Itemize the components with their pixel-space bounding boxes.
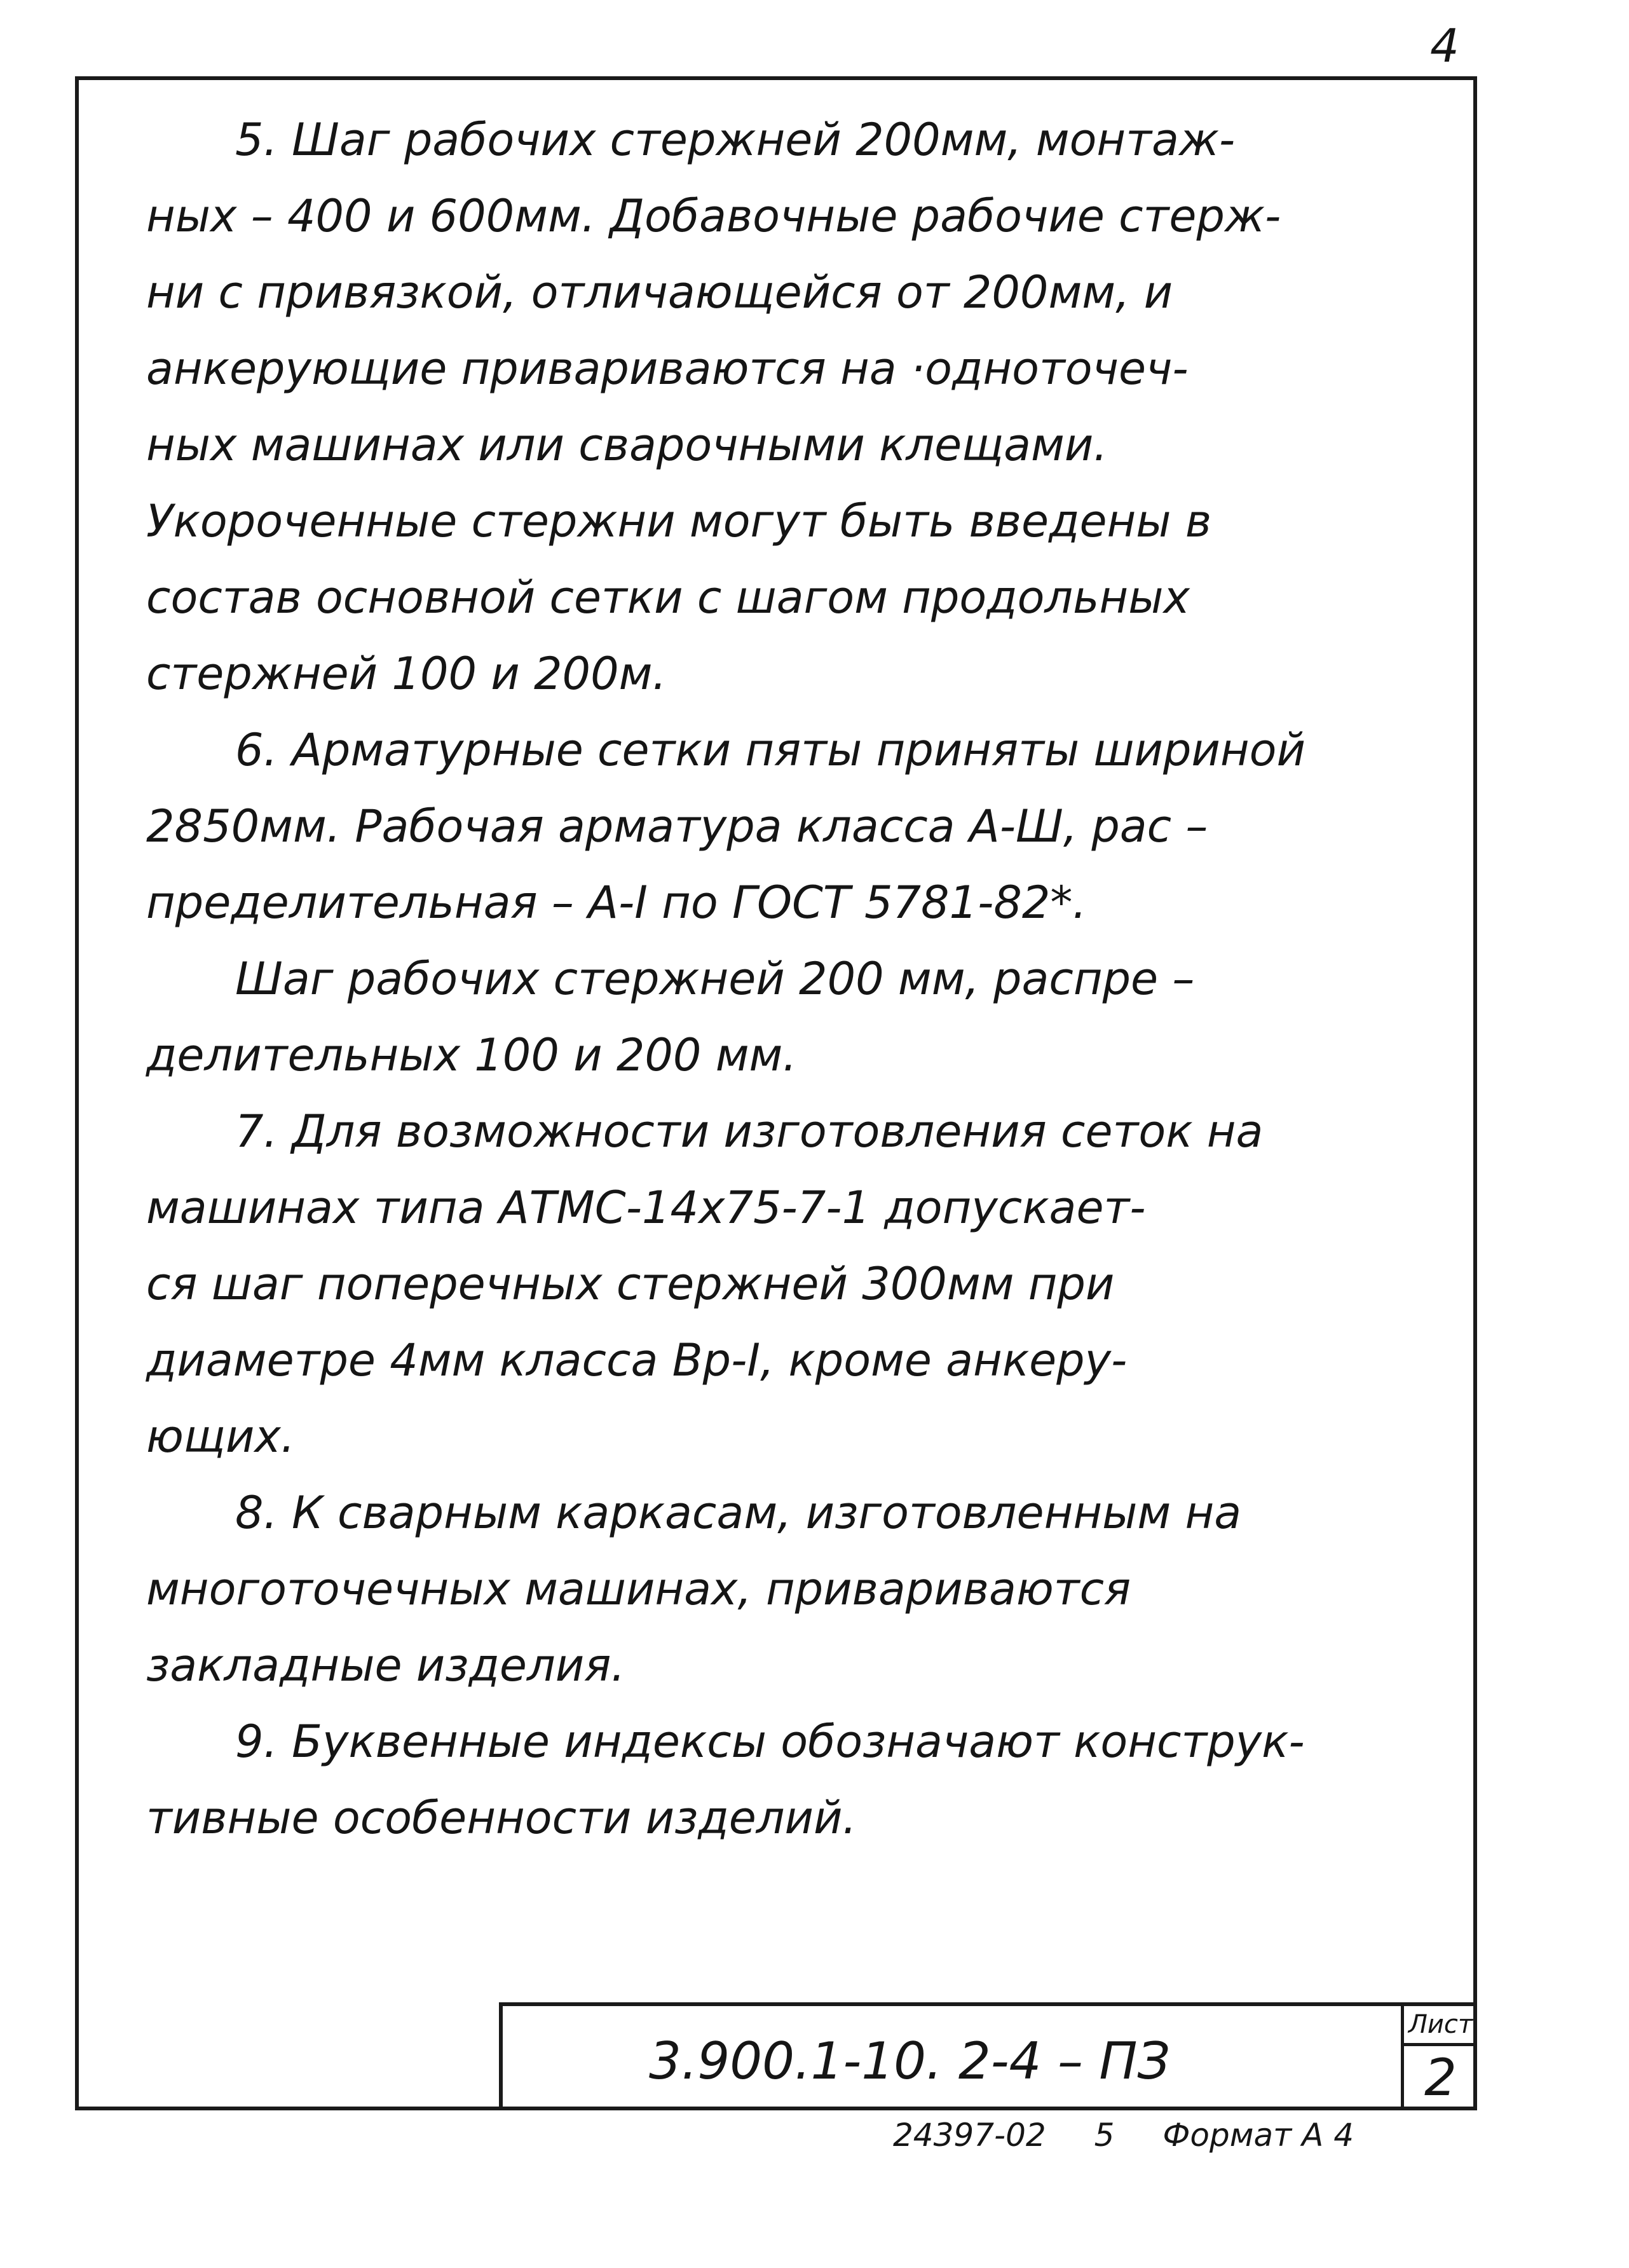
title-block-stamp (499, 2002, 1477, 2110)
sheet-cell (1401, 2006, 1477, 2110)
footer-order-number: 24397-02 (893, 2117, 1046, 2154)
sheet-number: 2 (1424, 2048, 1457, 2107)
footer-copy-number: 5 (1094, 2117, 1115, 2154)
sheet-label: Лист (1404, 2006, 1477, 2046)
note-paragraph-7: 7. Для возможности изготовления сеток на машинах типа АТМС-14х75-7-1 допускает- ся шаг поперечных стержней 300мм при диаметре 4мм класса Вр-I, кроме анкеру- ющих. (146, 1105, 1264, 1463)
document-code: 3.900.1-10. 2-4 – ПЗ (649, 2032, 1170, 2091)
note-paragraph-5: 5. Шаг рабочих стержней 200мм, монтаж- ных – 400 и 600мм. Добавочные рабочие стерж- ни с привязкой, отличающейся от 200мм, и анкерующие привариваются на ·одноточеч- ных машинах или сварочными клещами. Укороченные стержни могут быть введены в состав основной сетки с шагом продольных стержней 100 и 200м. (146, 114, 1281, 700)
footer-line (893, 2117, 1392, 2154)
footer-format: Формат А 4 (1162, 2117, 1354, 2154)
note-paragraph-6-continued: Шаг рабочих стержней 200 мм, распре – делительных 100 и 200 мм. (146, 953, 1195, 1081)
notes-text-block (146, 102, 1424, 1856)
note-paragraph-6: 6. Арматурные сетки пяты приняты шириной 2850мм. Рабочая арматура класса А-Ш, рас – пределительная – А-I по ГОСТ 5781-82*. (146, 724, 1305, 929)
note-paragraph-8: 8. К сварным каркасам, изготовленным на многоточечных машинах, привариваются закладные изделия. (146, 1487, 1242, 1691)
note-paragraph-9: 9. Буквенные индексы обозначают конструк- тивные особенности изделий. (146, 1716, 1305, 1844)
page-number: 4 (1430, 19, 1459, 72)
